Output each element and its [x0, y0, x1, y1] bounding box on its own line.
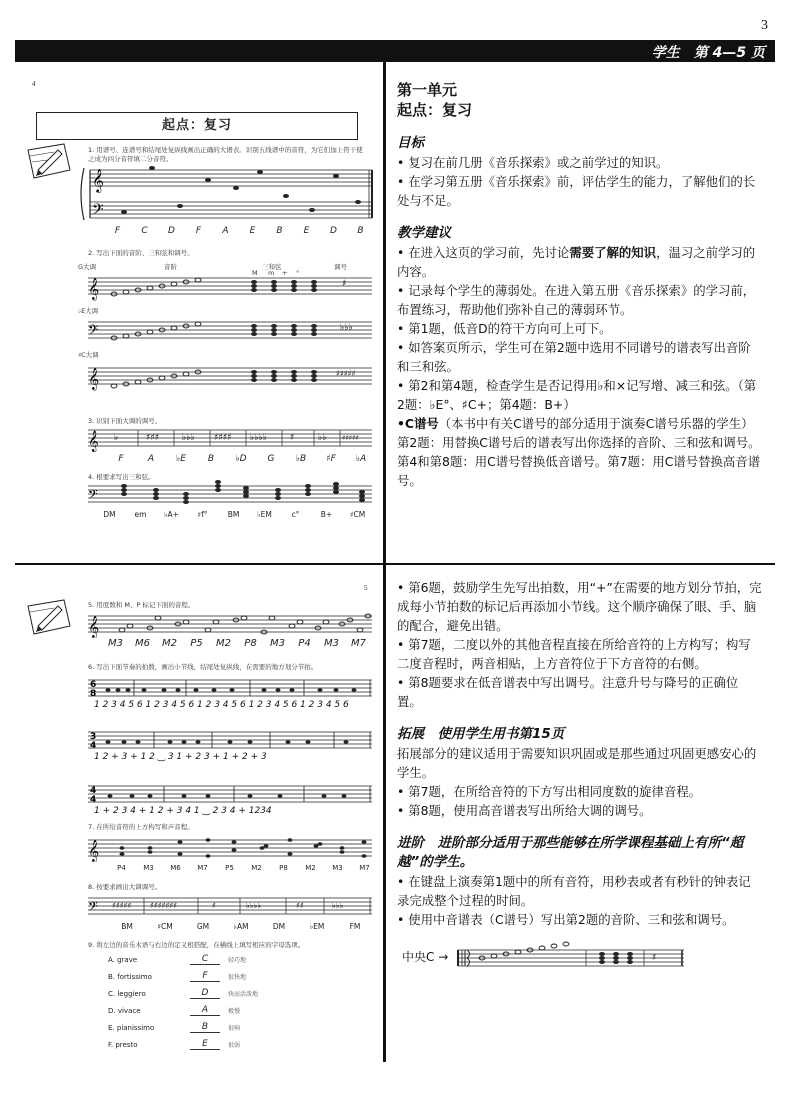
answer-label: GM	[196, 922, 210, 931]
page-number: 3	[761, 18, 768, 33]
teaching-item: • 第6题，鼓励学生先写出拍数，用“+”在需要的地方划分节拍，完成每小节拍数的标记后再添加小节线。这个顺序确保了眼、手、脑的配合，避免出错。	[397, 580, 762, 633]
answer-label: F	[118, 454, 124, 464]
svg-text:3: 3	[90, 732, 97, 742]
column-divider	[383, 62, 386, 1062]
answer-label: ♭B	[295, 454, 307, 464]
answer-label: F	[195, 226, 202, 236]
q8-answers	[108, 922, 378, 931]
svg-text:♯♯: ♯♯	[296, 901, 304, 910]
q5-text: 5. 用度数和 M、P 标记下面的音程。	[88, 601, 195, 609]
term-row: F. presto E 很弱	[108, 1039, 241, 1049]
teaching-notes-bottom	[397, 578, 763, 929]
workbook-page-5	[24, 570, 374, 1050]
svg-text:6: 6	[90, 680, 97, 690]
answer-label: M7	[197, 864, 208, 872]
answer-label: DM	[103, 510, 116, 519]
q7-text: 7. 在所给音符的上方构写和声音程。	[88, 823, 194, 831]
svg-text:𝄢: 𝄢	[92, 201, 104, 222]
answer-label: A	[147, 454, 155, 464]
q9-term-list	[108, 954, 258, 1050]
q7-answers	[108, 864, 378, 872]
svg-text:♭♭♭♭: ♭♭♭♭	[250, 433, 267, 443]
extension-item: 拓展部分的建议适用于需要知识巩固或是那些通过巩固更感安心的学生。	[397, 746, 757, 780]
q8-staff	[74, 892, 374, 920]
svg-text:♯♯♯♯♯: ♯♯♯♯♯	[342, 434, 359, 442]
svg-text:♯: ♯	[290, 433, 295, 443]
pencil-icon	[24, 596, 74, 640]
q2-triad-mark: M	[252, 269, 258, 277]
unit-title: 起点：复习	[397, 101, 473, 119]
answer-label: em	[134, 510, 147, 519]
answer-label: D	[330, 226, 337, 236]
q2-header-scale: 音阶	[164, 263, 177, 271]
answer-label: ♯CM	[349, 510, 366, 519]
q2-text: 2. 写出下面的音阶、三和弦和调号。	[88, 249, 194, 257]
extension-item: • 第8题，使用高音谱表写出所给大调的调号。	[397, 803, 652, 818]
svg-text:𝄢: 𝄢	[88, 487, 98, 505]
q2-row-label: ♯C大调	[78, 351, 99, 359]
q5-answers	[102, 638, 382, 649]
answer-label: ♭E	[176, 454, 186, 464]
alto-clef-staff	[456, 940, 686, 976]
answer-label: A	[222, 226, 229, 236]
section-heading-goals: 目标	[397, 135, 424, 151]
goal-item: • 复习在前几册《音乐探索》或之前学过的知识。	[397, 155, 669, 170]
answer-label: BM	[227, 510, 240, 519]
q2-header-triad: 三和弦	[262, 263, 282, 271]
term-row: A. grave C 轻巧地	[108, 954, 247, 964]
svg-text:♭: ♭	[114, 433, 119, 443]
answer-label: M3	[332, 864, 343, 872]
answer-label: M7	[359, 864, 370, 872]
answer-label: ♭EM	[257, 510, 272, 519]
advanced-item: • 使用中音谱表（C谱号）写出第2题的音阶、三和弦和调号。	[397, 912, 735, 927]
q6-text: 6. 写出下面节奏的拍数，画出小节线，结尾处复纵线，在需要的地方划分节拍。	[88, 663, 318, 671]
q3-answers	[106, 454, 376, 464]
answer-label: B+	[320, 510, 333, 519]
extension-item: • 第7题，在所给音符的下方写出相同度数的旋律音程。	[397, 784, 702, 799]
teaching-notes-top	[397, 80, 763, 490]
q2-staves	[74, 272, 374, 402]
teaching-item: •C谱号（本书中有关C谱号的部分适用于演奏C谱号乐器的学生）第2题：用替换C谱号后的谱表写出你选择的音阶、三和弦和调号。第4和第8题：用C谱号替换低音谱号。第7题：用C谱号替换高音谱号。	[397, 416, 761, 488]
workbook-page-number: 5	[364, 584, 368, 592]
svg-text:𝄞: 𝄞	[88, 840, 100, 862]
term-row: C. leggiero D 快而活泼地	[108, 988, 259, 998]
answer-label: P8	[279, 864, 288, 872]
answer-label: ♭A+	[164, 510, 179, 519]
svg-text:♯: ♯	[342, 279, 347, 289]
unit-heading: 第一单元	[397, 81, 458, 99]
teaching-item: • 第8题要求在低音谱表中写出调号。注意升号与降号的正确位置。	[397, 675, 739, 709]
teaching-item: • 第1题，低音D的符干方向可上可下。	[397, 321, 612, 336]
svg-text:♯♯♯♯♯♯♯: ♯♯♯♯♯♯♯	[150, 901, 178, 910]
answer-label: G	[267, 454, 275, 464]
teaching-item: • 在进入这页的学习前，先讨论需要了解的知识，温习之前学习的内容。	[397, 245, 756, 279]
answer-label: M6	[170, 864, 181, 872]
section-heading-advanced: 进阶 进阶部分适用于那些能够在所学课程基础上有所“超越”的学生。	[397, 835, 744, 870]
answer-label: M3	[108, 638, 123, 649]
header-title: 学生 第 4—5 页	[651, 45, 765, 61]
q8-text: 8. 按要求画出大调调号。	[88, 883, 162, 891]
svg-text:𝄞: 𝄞	[88, 431, 99, 452]
q3-staff	[74, 426, 374, 452]
svg-text:♭♭: ♭♭	[318, 433, 327, 443]
answer-label: P4	[117, 864, 126, 872]
answer-label: M6	[135, 638, 150, 649]
svg-text:𝄢: 𝄢	[88, 322, 99, 341]
q1-text: 1. 用谱号、连谱号和结尾处复纵线画出正确的大谱表。识别五线谱中的音符，为它们加上符干使之成为四分音符填二分音符。	[88, 146, 363, 163]
teaching-item: • 记录每个学生的薄弱处。在进入第五册《音乐探索》的学习前，布置练习，帮助他们弥补自己的薄弱环节。	[397, 283, 756, 317]
answer-label: ♯CM	[157, 922, 173, 931]
header-bar	[15, 40, 775, 62]
q4-staff	[74, 480, 374, 508]
svg-text:♭♭♭: ♭♭♭	[182, 433, 195, 443]
answer-label: P4	[298, 638, 311, 649]
middle-c-label: 中央C →	[402, 950, 449, 964]
answer-label: c°	[291, 510, 300, 519]
answer-label: M2	[216, 638, 231, 649]
q4-answers	[94, 510, 374, 519]
answer-label: ♯F	[326, 454, 336, 464]
svg-text:4: 4	[90, 741, 97, 751]
answer-label: M3	[143, 864, 154, 872]
answer-label: DM	[272, 922, 286, 931]
teaching-item: • 第7题，二度以外的其他音程直接在所给音符的上方构写；构写二度音程时，两音相贴，上方音符位于下方音符的右侧。	[397, 637, 751, 671]
term-row: E. pianissimo B 很响	[108, 1022, 241, 1032]
svg-text:𝄞: 𝄞	[88, 278, 100, 300]
answer-label: ♭EM	[309, 922, 325, 931]
workbook-title: 起点：复习	[36, 112, 358, 140]
grand-staff	[74, 166, 374, 222]
svg-text:4: 4	[90, 795, 97, 805]
answer-label: ♭AM	[233, 922, 249, 931]
svg-text:4: 4	[90, 786, 97, 796]
advanced-item: • 在键盘上演奏第1题中的所有音符，用秒表或者有秒针的钟表记录完成整个过程的时间。	[397, 874, 751, 908]
answer-label: M3	[270, 638, 285, 649]
q2-triad-mark: m	[268, 269, 275, 277]
row-divider-left	[15, 563, 383, 565]
q2-row-label: G大调	[78, 263, 97, 271]
q2-triad-mark: +	[282, 269, 288, 277]
answer-label: ♯f°	[197, 510, 208, 519]
answer-label: B	[207, 454, 215, 464]
term-row: D. vivace A 极慢	[108, 1005, 241, 1015]
answer-label: B	[357, 226, 364, 236]
answer-label: ♭A	[355, 454, 367, 464]
svg-text:♯♯♯♯♯: ♯♯♯♯♯	[336, 369, 356, 378]
section-heading-teaching: 教学建议	[397, 225, 451, 241]
answer-label: M2	[251, 864, 262, 872]
workbook-page-number: 4	[32, 80, 36, 88]
q5-staff	[74, 610, 374, 638]
q9-text: 9. 将左边的音乐术语与右边的定义相搭配，在横线上填写相应的字母选项。	[88, 941, 305, 949]
svg-text:♯♯♯: ♯♯♯	[146, 433, 160, 443]
q1-answers	[104, 226, 374, 236]
svg-text:𝄢: 𝄢	[88, 899, 98, 917]
answer-label: BM	[121, 922, 133, 931]
q2-triad-mark: °	[296, 269, 300, 277]
svg-text:𝄞: 𝄞	[92, 168, 104, 192]
teaching-item: • 如答案页所示，学生可在第2题中选用不同谱号的谱表写出音阶和三和弦。	[397, 340, 751, 374]
answer-label: F	[114, 226, 121, 236]
svg-text:𝄞: 𝄞	[88, 368, 100, 390]
workbook-page-4	[24, 70, 374, 560]
svg-text:♯♯♯♯: ♯♯♯♯	[214, 433, 232, 443]
term-row: B. fortissimo F 很快地	[108, 971, 247, 981]
svg-text:♭♭♭: ♭♭♭	[332, 901, 344, 910]
answer-label: E	[303, 226, 310, 236]
answer-label: E	[249, 226, 256, 236]
answer-label: FM	[349, 922, 361, 931]
svg-text:8: 8	[90, 689, 97, 699]
q6-counts-row1: 1 2 3 4 5 6 1 2 3 4 5 6 1 2 3 4 5 6 1 2 3 4 5 6 1 2 3 4 5 6	[94, 700, 349, 710]
svg-text:♯♯♯♯♯: ♯♯♯♯♯	[112, 901, 132, 910]
answer-label: C	[141, 226, 148, 236]
q4-text: 4. 根要求写出三和弦。	[88, 473, 155, 481]
goal-item: • 在学习第五册《音乐探索》前，评估学生的能力，了解他们的长处与不足。	[397, 174, 756, 208]
q7-staff	[74, 834, 374, 862]
svg-text:𝄞: 𝄞	[88, 616, 100, 638]
q3-text: 3. 识别下面大调的调号。	[88, 417, 162, 425]
answer-label: P5	[190, 638, 203, 649]
pencil-icon	[24, 140, 74, 184]
q2-header-key: 调号	[334, 263, 347, 271]
section-heading-extension: 拓展 使用学生用书第15页	[397, 726, 565, 742]
teaching-item: • 第2和第4题，检查学生是否记得用♭和×记写增、减三和弦。（第2题：♭E°、♯C+；第4题：B+）	[397, 378, 757, 412]
answer-label: B	[276, 226, 283, 236]
answer-label: D	[168, 226, 175, 236]
svg-text:♯: ♯	[212, 901, 216, 910]
svg-text:♯: ♯	[652, 953, 657, 963]
svg-text:♭♭♭: ♭♭♭	[340, 323, 353, 333]
answer-label: ♭D	[235, 454, 247, 464]
answer-label: M7	[351, 638, 366, 649]
answer-label: P5	[225, 864, 234, 872]
q6-counts-row2: 1 2 + 3 + 1 2 ‿ 3 1 + 2 3 + 1 + 2 + 3	[94, 752, 267, 762]
row-divider-right	[386, 563, 775, 565]
answer-label: M2	[162, 638, 177, 649]
answer-label: M3	[324, 638, 339, 649]
answer-label: P8	[244, 638, 257, 649]
q6-counts-row3: 1 + 2 3 4 + 1 2 + 3 4 1 ‿ 2 3 4 + 1234	[94, 806, 272, 816]
answer-label: M2	[305, 864, 316, 872]
svg-text:♭♭♭♭: ♭♭♭♭	[246, 901, 262, 910]
q2-row-label: ♭E大调	[78, 307, 99, 315]
